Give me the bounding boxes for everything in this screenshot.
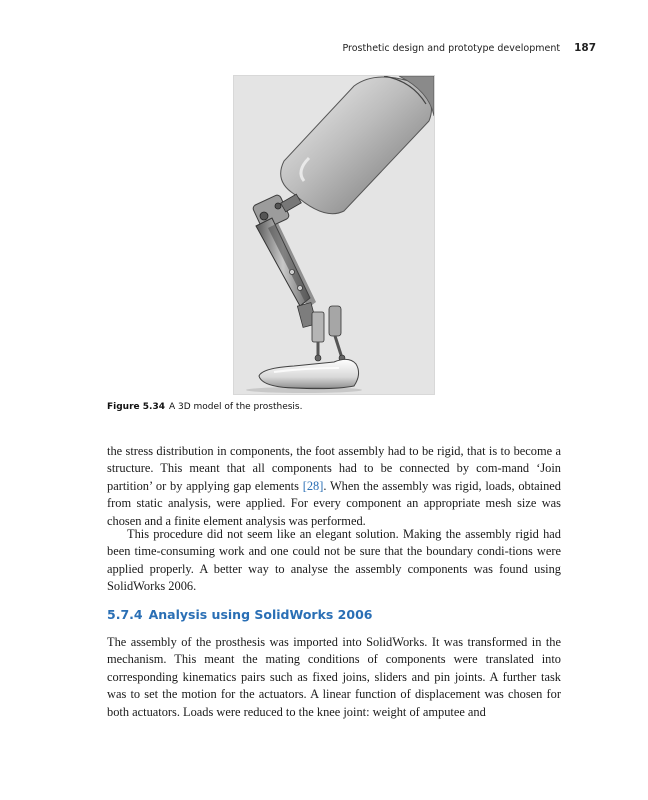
prosthesis-3d-model-figure — [233, 75, 435, 395]
prosthesis-render — [234, 76, 434, 394]
page-number: 187 — [574, 42, 596, 54]
body-paragraph-2: This procedure did not seem like an elegant solution. Making the assembly rigid had been time-consuming work and one could not be sure that the boundary condi-tions were applied properly. A better way to analyse the assembly components was found using SolidWorks 2006. — [107, 527, 561, 594]
figure-caption — [107, 402, 302, 412]
section-number: 5.7.4 — [107, 607, 143, 622]
body-paragraph-1 — [107, 443, 561, 530]
socket-shape — [281, 76, 434, 214]
paragraph-1-start: the stress distribution in components, the foot assembly had to be rigid, that is to become a structure. This meant that all components had to be connected by com-mand ‘Join partition’ or by applying gap elements — [107, 444, 561, 493]
section-title: Analysis using SolidWorks 2006 — [148, 607, 373, 622]
section-paragraph: The assembly of the prosthesis was imported into SolidWorks. It was transformed in the mechanism. This meant the mating conditions of components were translated into corresponding kinematics pairs such as fixed joins, sliders and pin joints. A further task was to set the motion for the actuators. A linear function of displacement was chosen for both actuators. Loads were reduced to the knee joint: weight of amputee and — [107, 635, 561, 719]
citation-link[interactable]: [28] — [302, 478, 324, 493]
shank-shape — [256, 218, 345, 361]
paragraph-1-end: . When the assembly was rigid, loads, obtained from static analysis, were applied. For every component an appropriate mesh size was chosen and a finite element analysis was performed. — [107, 478, 561, 528]
section-heading — [107, 607, 372, 622]
foot-shape — [246, 359, 362, 393]
figure-label: Figure 5.34 — [107, 402, 165, 412]
figure-caption-text: A 3D model of the prosthesis. — [168, 402, 303, 412]
running-head — [342, 42, 596, 54]
running-title: Prosthetic design and prototype development — [342, 43, 561, 54]
